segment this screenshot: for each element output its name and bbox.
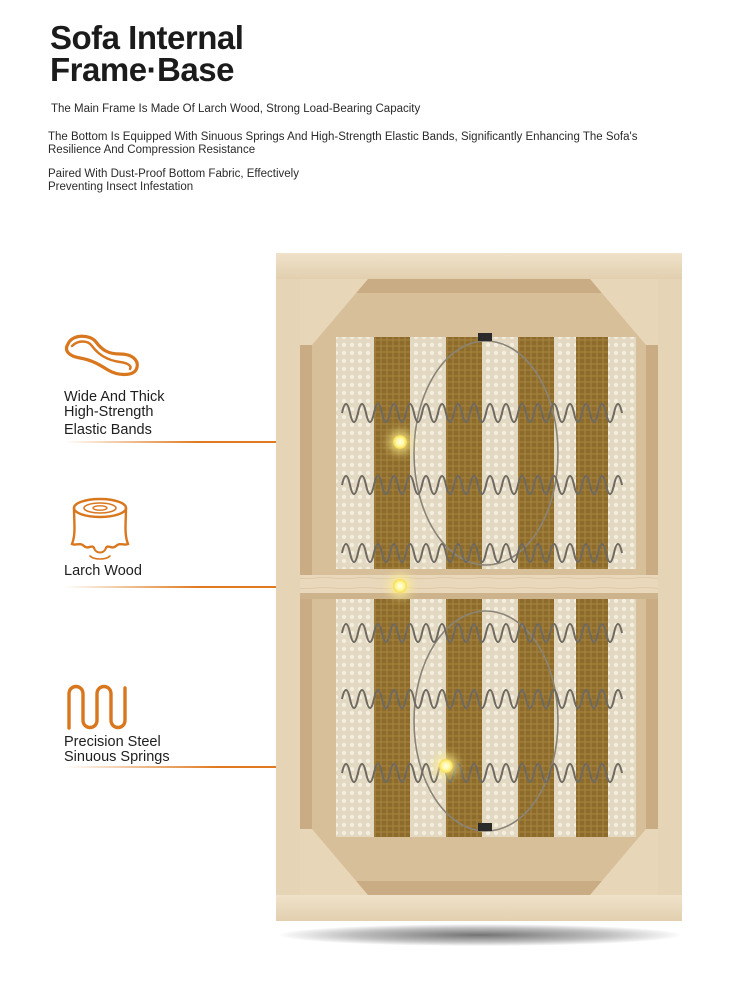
description-fabric: Paired With Dust-Proof Bottom Fabric, Effectively Preventing Insect Infestation [48, 168, 299, 193]
feature-label-elastic-bands [64, 390, 164, 438]
feature-springs-line-1: Precision Steel [64, 734, 161, 750]
feature-elastic-line-2: High-Strength [64, 404, 154, 420]
ground-shadow [280, 924, 680, 946]
page-title [50, 19, 244, 88]
tree-stump-icon [64, 496, 136, 564]
highlight-dot-springs [439, 759, 453, 773]
feature-label-larch-wood: Larch Wood [64, 563, 142, 579]
description-frame: The Main Frame Is Made Of Larch Wood, Strong Load-Bearing Capacity [51, 103, 421, 115]
description-springs: The Bottom Is Equipped With Sinuous Springs And High-Strength Elastic Bands, Significantly Enhancing The Sofa's Resilience And Compression Resistance [48, 131, 638, 156]
highlight-dot-elastic-bands [393, 435, 407, 449]
sofa-frame-illustration [276, 253, 682, 921]
feature-springs-line-2: Sinuous Springs [64, 749, 170, 765]
spring-icon [64, 682, 134, 732]
title-line-1: Sofa Internal [50, 19, 244, 56]
highlight-dot-larch-wood [393, 579, 407, 593]
feature-elastic-line-1: Wide And Thick [64, 389, 165, 405]
feature-label-springs [64, 735, 170, 765]
elastic-band-icon [62, 332, 142, 378]
feature-elastic-line-3: Elastic Bands [64, 422, 152, 438]
title-line-2: Frame·Base [50, 51, 234, 88]
